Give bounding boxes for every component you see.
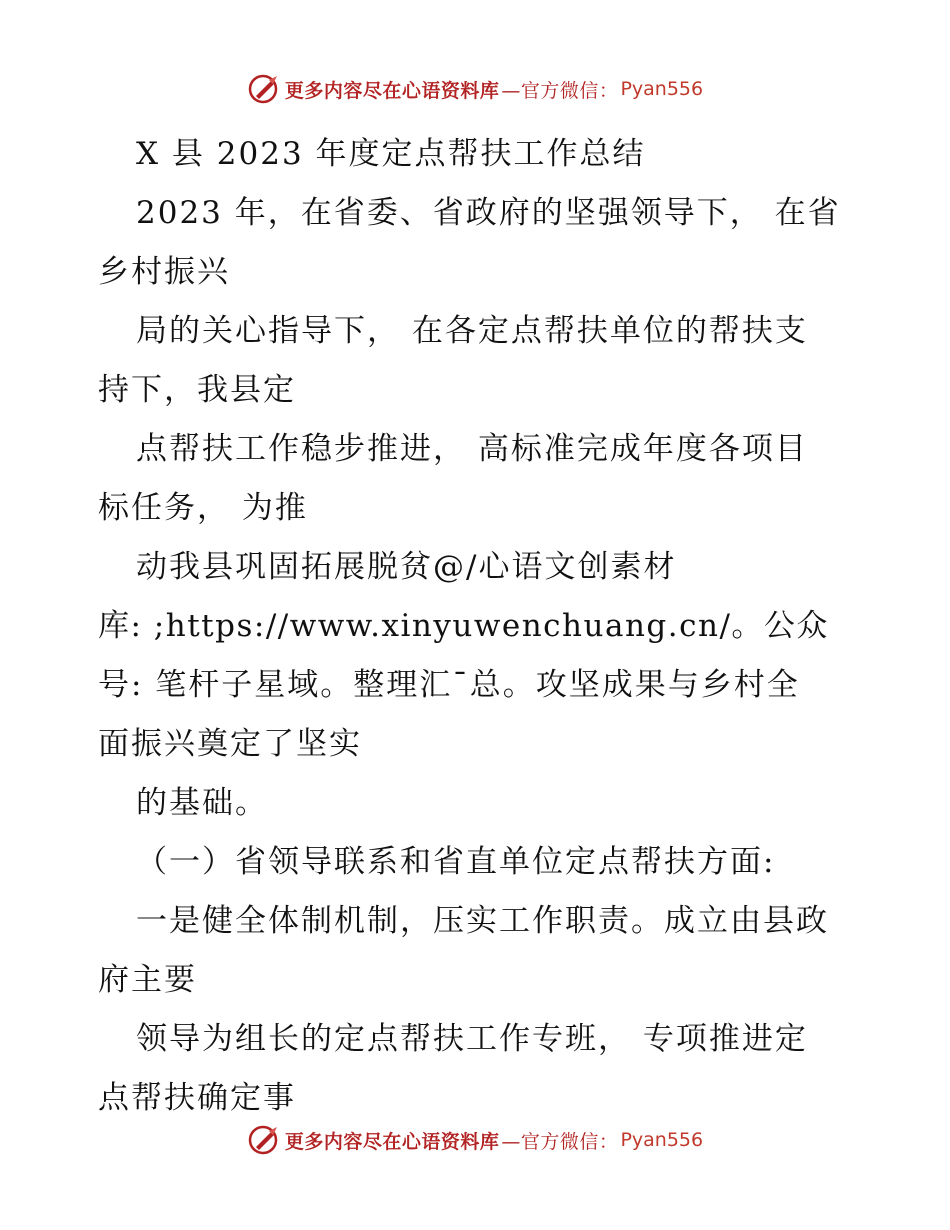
document-line: 2023 年，在省委、省政府的坚强领导下， 在省 bbox=[136, 195, 841, 231]
document-line: 局的关心指导下， 在各定点帮扶单位的帮扶支 bbox=[136, 313, 808, 349]
document-line: 领导为组长的定点帮扶工作专班， 专项推进定 bbox=[136, 1021, 808, 1057]
footer-watermark bbox=[0, 1123, 950, 1157]
watermark-dash-text: —官方微信： bbox=[501, 79, 619, 102]
watermark-main-text: 更多内容尽在心语资料库 bbox=[284, 79, 500, 102]
watermark-id-text: Pyan556 bbox=[620, 1129, 704, 1151]
document-line: 点帮扶确定事 bbox=[98, 1080, 296, 1116]
watermark-main-text: 更多内容尽在心语资料库 bbox=[284, 1130, 500, 1153]
document-line: 持下，我县定 bbox=[98, 372, 296, 408]
watermark-id-text: Pyan556 bbox=[620, 78, 704, 100]
document-body bbox=[98, 125, 878, 1128]
document-line: 的基础。 bbox=[136, 785, 268, 821]
document-line: 府主要 bbox=[98, 962, 197, 998]
document-line: 乡村振兴 bbox=[98, 254, 230, 290]
quill-seal-icon bbox=[247, 1123, 281, 1157]
document-line: 动我县巩固拓展脱贫@/心语文创素材 bbox=[136, 549, 677, 585]
document-line: 一是健全体制机制，压实工作职责。成立由县政 bbox=[136, 903, 829, 939]
document-line: 标任务， 为推 bbox=[98, 490, 308, 526]
header-watermark bbox=[0, 72, 950, 106]
document-line: （一）省领导联系和省直单位定点帮扶方面: bbox=[136, 844, 776, 880]
document-line: 点帮扶工作稳步推进， 高标准完成年度各项目 bbox=[136, 431, 808, 467]
quill-seal-icon bbox=[247, 72, 281, 106]
document-title: X 县 2023 年度定点帮扶工作总结 bbox=[136, 136, 646, 172]
document-line: 面振兴奠定了坚实 bbox=[98, 726, 362, 762]
document-line: 号: 笔杆子星域。整理汇¯总。攻坚成果与乡村全 bbox=[98, 667, 800, 703]
document-line: 库: ;https://www.xinyuwenchuang.cn/。公众 bbox=[98, 608, 829, 644]
watermark-dash-text: —官方微信： bbox=[501, 1130, 619, 1153]
